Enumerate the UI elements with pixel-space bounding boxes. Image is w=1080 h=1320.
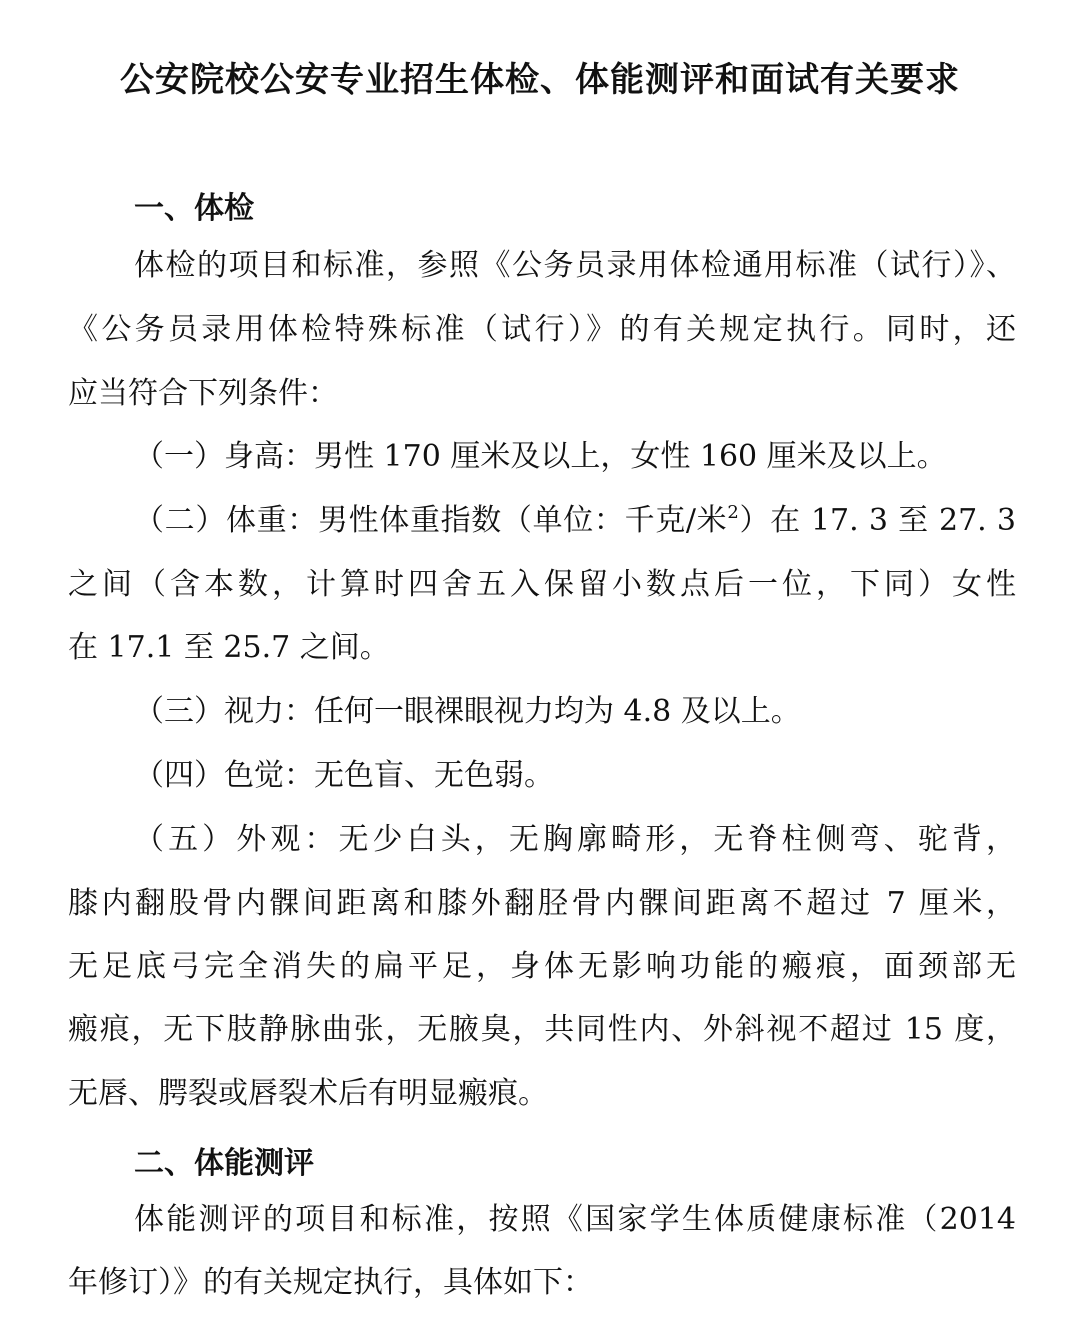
paragraph-line: （五）外观：无少白头，无胸廓畸形，无脊柱侧弯、驼背， [134,822,1016,857]
paragraph-line: 体检的项目和标准，参照《公务员录用体检通用标准（试行）》、 [134,248,1016,283]
color-vision-requirement: （四）色觉：无色盲、无色弱。 [134,758,554,793]
paragraph-line: 应当符合下列条件： [68,376,338,411]
paragraph-line: 体能测评的项目和标准，按照《国家学生体质健康标准（2014 [134,1202,1016,1237]
height-requirement: （一）身高：男性 170 厘米及以上，女性 160 厘米及以上。 [134,439,947,474]
weight-text-before: （二）体重：男性体重指数（单位：千克/米 [134,503,728,538]
paragraph-line: 年修订）》的有关规定执行，具体如下： [68,1265,593,1300]
paragraph-line: 无足底弓完全消失的扁平足，身体无影响功能的瘢痕，面颈部无 [68,949,1016,984]
paragraph-line: 在 17.1 至 25.7 之间。 [68,630,390,665]
paragraph-line: 膝内翻股骨内髁间距离和膝外翻胫骨内髁间距离不超过 7 厘米， [68,886,1016,921]
paragraph-line: 瘢痕，无下肢静脉曲张，无腋臭，共同性内、外斜视不超过 15 度， [68,1012,1016,1047]
vision-requirement: （三）视力：任何一眼裸眼视力均为 4.8 及以上。 [134,694,801,729]
superscript-2: 2 [727,502,739,523]
section-heading-fitness-test: 二、体能测评 [134,1146,314,1181]
paragraph-line: 之间（含本数，计算时四舍五入保留小数点后一位，下同）女性 [68,567,1016,602]
section-heading-physical-exam: 一、体检 [134,191,254,226]
weight-text-after: ）在 17. 3 至 27. 3 [738,503,1016,538]
weight-requirement-line1 [134,501,1016,541]
paragraph-line: 无唇、腭裂或唇裂术后有明显瘢痕。 [68,1076,548,1111]
paragraph-line: 《公务员录用体检特殊标准（试行）》的有关规定执行。同时，还 [68,312,1016,347]
document-title: 公安院校公安专业招生体检、体能测评和面试有关要求 [120,60,960,100]
